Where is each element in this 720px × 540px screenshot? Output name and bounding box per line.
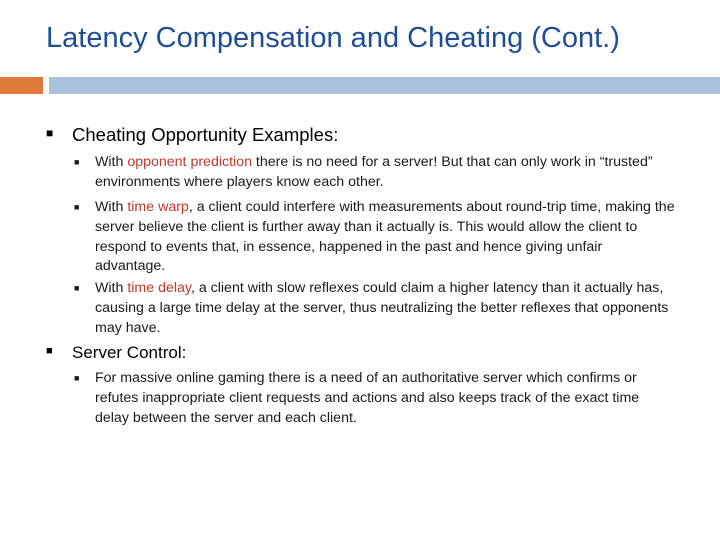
square-bullet-icon: ■: [46, 126, 54, 140]
highlight-term: time delay: [127, 280, 191, 296]
square-bullet-icon: ■: [46, 345, 53, 357]
highlight-term: opponent prediction: [127, 154, 252, 170]
square-bullet-icon: ■: [74, 157, 80, 167]
square-bullet-icon: ■: [74, 373, 80, 383]
accent-bar-blue: [49, 77, 720, 94]
square-bullet-icon: ■: [74, 202, 80, 212]
accent-bar-orange: [0, 77, 43, 94]
slide-title: Latency Compensation and Cheating (Cont.): [46, 22, 620, 54]
square-bullet-icon: ■: [74, 283, 80, 293]
highlight-term: time warp: [127, 199, 189, 215]
